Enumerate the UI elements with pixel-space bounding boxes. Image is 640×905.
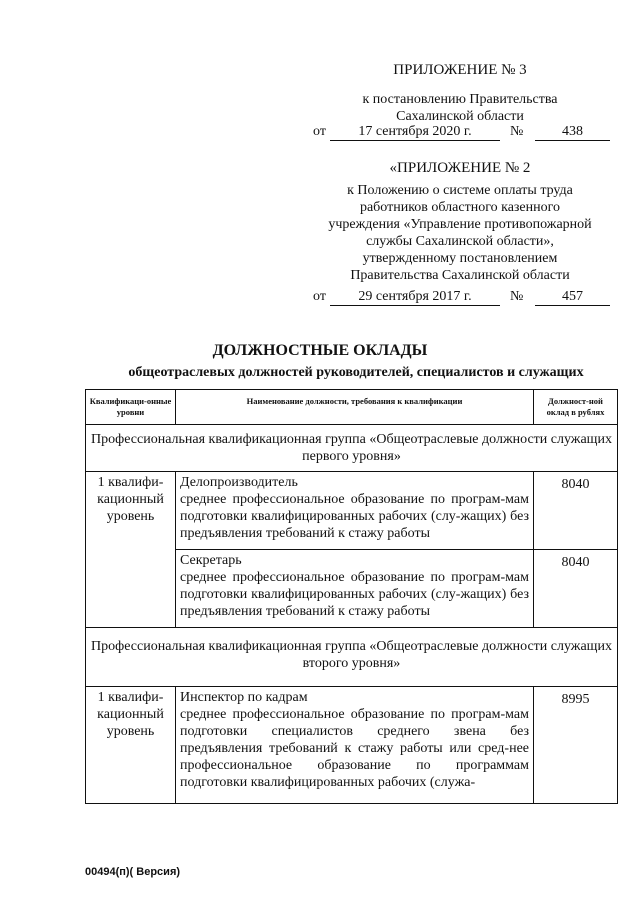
position-name: Секретарь <box>180 553 242 568</box>
position-name: Инспектор по кадрам <box>180 690 308 705</box>
salary-value: 8040 <box>534 550 618 628</box>
salary-table <box>85 389 618 804</box>
appendix-2-num-label: № <box>510 289 524 304</box>
table-header-row <box>86 390 618 425</box>
appendix-2-from-label: от <box>313 289 326 304</box>
document-subtitle: общеотраслевых должностей руководителей, специалистов и служащих <box>128 365 584 380</box>
header-salary: Должност-ной оклад в рублях <box>534 390 618 425</box>
table-row <box>86 687 618 804</box>
appendix-2-line: работников областного казенного <box>359 200 561 215</box>
appendix-2-date: 29 сентября 2017 г. <box>330 289 500 306</box>
header-qualification-levels: Квалификаци-онные уровни <box>86 390 176 425</box>
appendix-2-line: службы Сахалинской области», <box>366 234 554 249</box>
qualification-level: 1 квалифи-кационный уровень <box>86 687 176 804</box>
document-footer-code: 00494(п)( Версия) <box>85 866 181 878</box>
appendix-2-title: «ПРИЛОЖЕНИЕ № 2 <box>389 160 531 176</box>
table-row <box>86 472 618 550</box>
group-row <box>86 425 618 472</box>
appendix-2-line: Правительства Сахалинской области <box>350 268 570 283</box>
group-title: Профессиональная квалификационная группа «Общеотраслевые должности служащих второго уровня» <box>86 628 618 687</box>
salary-value: 8040 <box>534 472 618 550</box>
appendix-3-date: 17 сентября 2020 г. <box>330 124 500 141</box>
appendix-2-block <box>300 160 620 284</box>
position-requirements: среднее профессиональное образование по програм-мам подготовки квалифицированных рабочих (слу-жащих) без предъявления требований к стажу работы <box>180 492 529 541</box>
position-cell <box>176 472 534 550</box>
position-cell <box>176 687 534 804</box>
appendix-3-number: 438 <box>535 124 610 141</box>
appendix-3-line2: Сахалинской области <box>396 109 524 124</box>
appendix-3-title: ПРИЛОЖЕНИЕ № 3 <box>393 62 527 78</box>
appendix-3-from-label: от <box>313 124 326 139</box>
appendix-2-line: к Положению о системе оплаты труда <box>347 183 573 198</box>
group-title: Профессиональная квалификационная группа «Общеотраслевые должности служащих первого уровня» <box>86 425 618 472</box>
position-requirements: среднее профессиональное образование по програм-мам подготовки специалистов среднего звена без предъявления требований к стажу работы или сред-нее профессиональное образование по программам подготовки квалифицированных рабочих (служа- <box>180 707 529 790</box>
appendix-3-block <box>300 62 620 125</box>
position-cell <box>176 550 534 628</box>
salary-value: 8995 <box>534 687 618 804</box>
position-requirements: среднее профессиональное образование по програм-мам подготовки квалифицированных рабочих (слу-жащих) без предъявления требований к стажу работы <box>180 570 529 619</box>
header-position-requirements: Наименование должности, требования к квалификации <box>176 390 534 425</box>
appendix-2-line: учреждения «Управление противопожарной <box>328 217 592 232</box>
qualification-level: 1 квалифи-кационный уровень <box>86 472 176 628</box>
appendix-2-number: 457 <box>535 289 610 306</box>
appendix-2-line: утвержденному постановлением <box>362 251 558 266</box>
appendix-3-num-label: № <box>510 124 524 139</box>
appendix-3-line1: к постановлению Правительства <box>362 92 558 107</box>
position-name: Делопроизводитель <box>180 475 298 490</box>
document-title: ДОЛЖНОСТНЫЕ ОКЛАДЫ <box>212 342 428 359</box>
group-row <box>86 628 618 687</box>
